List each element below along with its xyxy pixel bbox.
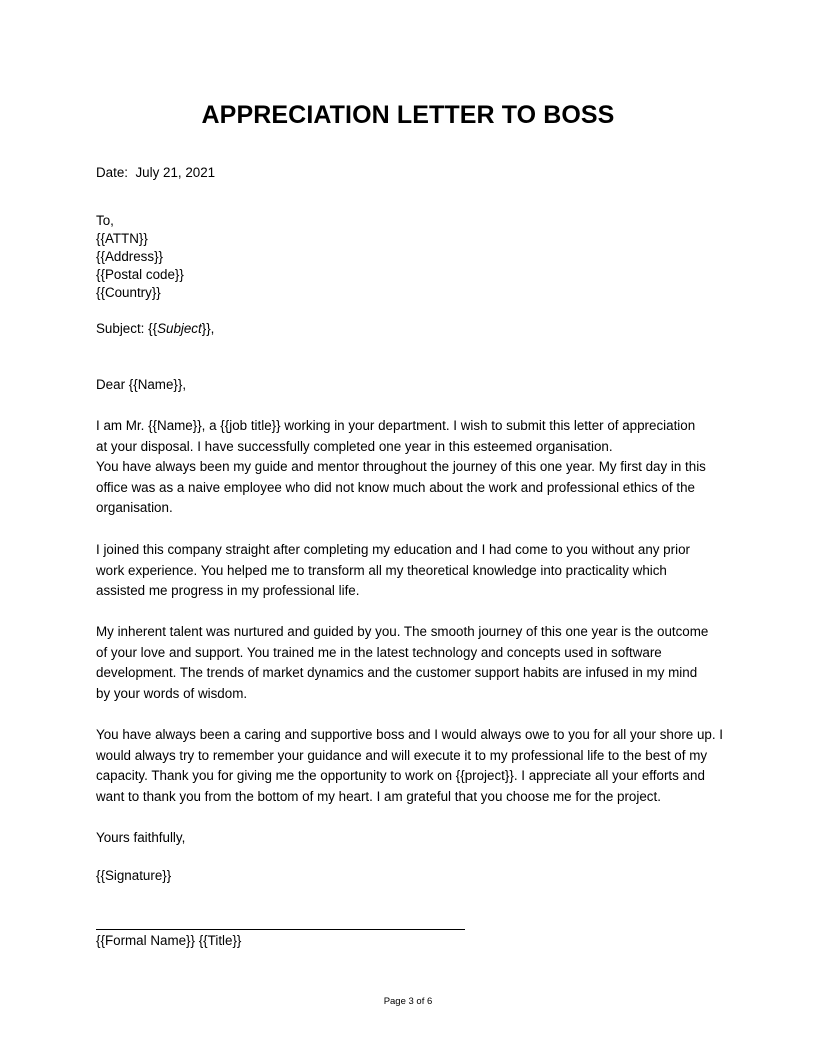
date-value: July 21, 2021 [135, 165, 216, 180]
subject-suffix: }}, [201, 321, 215, 336]
date-line [96, 164, 726, 182]
subject-line [96, 320, 726, 338]
recipient-block [96, 212, 726, 302]
paragraph-line: want to thank you from the bottom of my heart. I am grateful that you choose me for the project. [96, 788, 661, 804]
subject-label: Subject: {{ [96, 321, 158, 336]
document-title: APPRECIATION LETTER TO BOSS [201, 101, 615, 129]
signature-placeholder: {{Signature}} [96, 868, 172, 883]
paragraph-line: work experience. You helped me to transform all my theoretical knowledge into practicality which [96, 562, 667, 578]
signature [96, 867, 726, 885]
greeting [96, 376, 726, 394]
recipient-to: To, [96, 213, 114, 228]
recipient-postal-code: {{Postal code}} [96, 267, 184, 282]
signature-rule [96, 929, 465, 930]
paragraph-line: I am Mr. {{Name}}, a {{job title}} working in your department. I wish to submit this letter of appreciation [96, 418, 696, 433]
recipient-country: {{Country}} [96, 285, 161, 300]
page-indicator: Page 3 of 6 [383, 996, 433, 1007]
paragraph-line: of your love and support. You trained me in the latest technology and concepts used in software [96, 644, 662, 660]
paragraph-line: assisted me progress in my professional life. [96, 583, 360, 599]
paragraph-3 [96, 622, 726, 704]
paragraph-line: My inherent talent was nurtured and guided by you. The smooth journey of this one year is the outcome [96, 624, 709, 639]
closing-text: Yours faithfully, [96, 830, 186, 845]
paragraph-line: You have always been my guide and mentor throughout the journey of this one year. My first day in this [96, 459, 706, 475]
signer [96, 932, 726, 950]
paragraph-4 [96, 725, 726, 807]
subject-value: Subject [157, 321, 202, 336]
paragraph-line: would always try to remember your guidance and will execute it to my professional life to the best of my [96, 747, 708, 763]
paragraph-line: organisation. [96, 500, 173, 516]
closing [96, 829, 726, 847]
paragraph-line: at your disposal. I have successfully completed one year in this esteemed organisation. [96, 438, 613, 454]
paragraph-line: You have always been a caring and supportive boss and I would always owe to you for all your shore up. I [96, 727, 724, 742]
paragraph-line: development. The trends of market dynamics and the customer support habits are infused in my mind [96, 665, 698, 681]
date-label: Date: [96, 165, 129, 180]
recipient-address: {{Address}} [96, 249, 164, 264]
paragraph-line: by your words of wisdom. [96, 685, 248, 701]
paragraph-1 [96, 416, 726, 519]
paragraph-2 [96, 540, 726, 602]
paragraph-line: I joined this company straight after completing my education and I had come to you without any prior [96, 542, 690, 557]
greeting-text: Dear {{Name}}, [96, 377, 187, 392]
paragraph-line: office was as a naive employee who did not know much about the work and professional ethics of the [96, 479, 695, 495]
signer-name-title: {{Formal Name}} {{Title}} [96, 933, 242, 948]
paragraph-line: capacity. Thank you for giving me the opportunity to work on {{project}}. I appreciate all your efforts and [96, 768, 705, 784]
recipient-attn: {{ATTN}} [96, 231, 148, 246]
